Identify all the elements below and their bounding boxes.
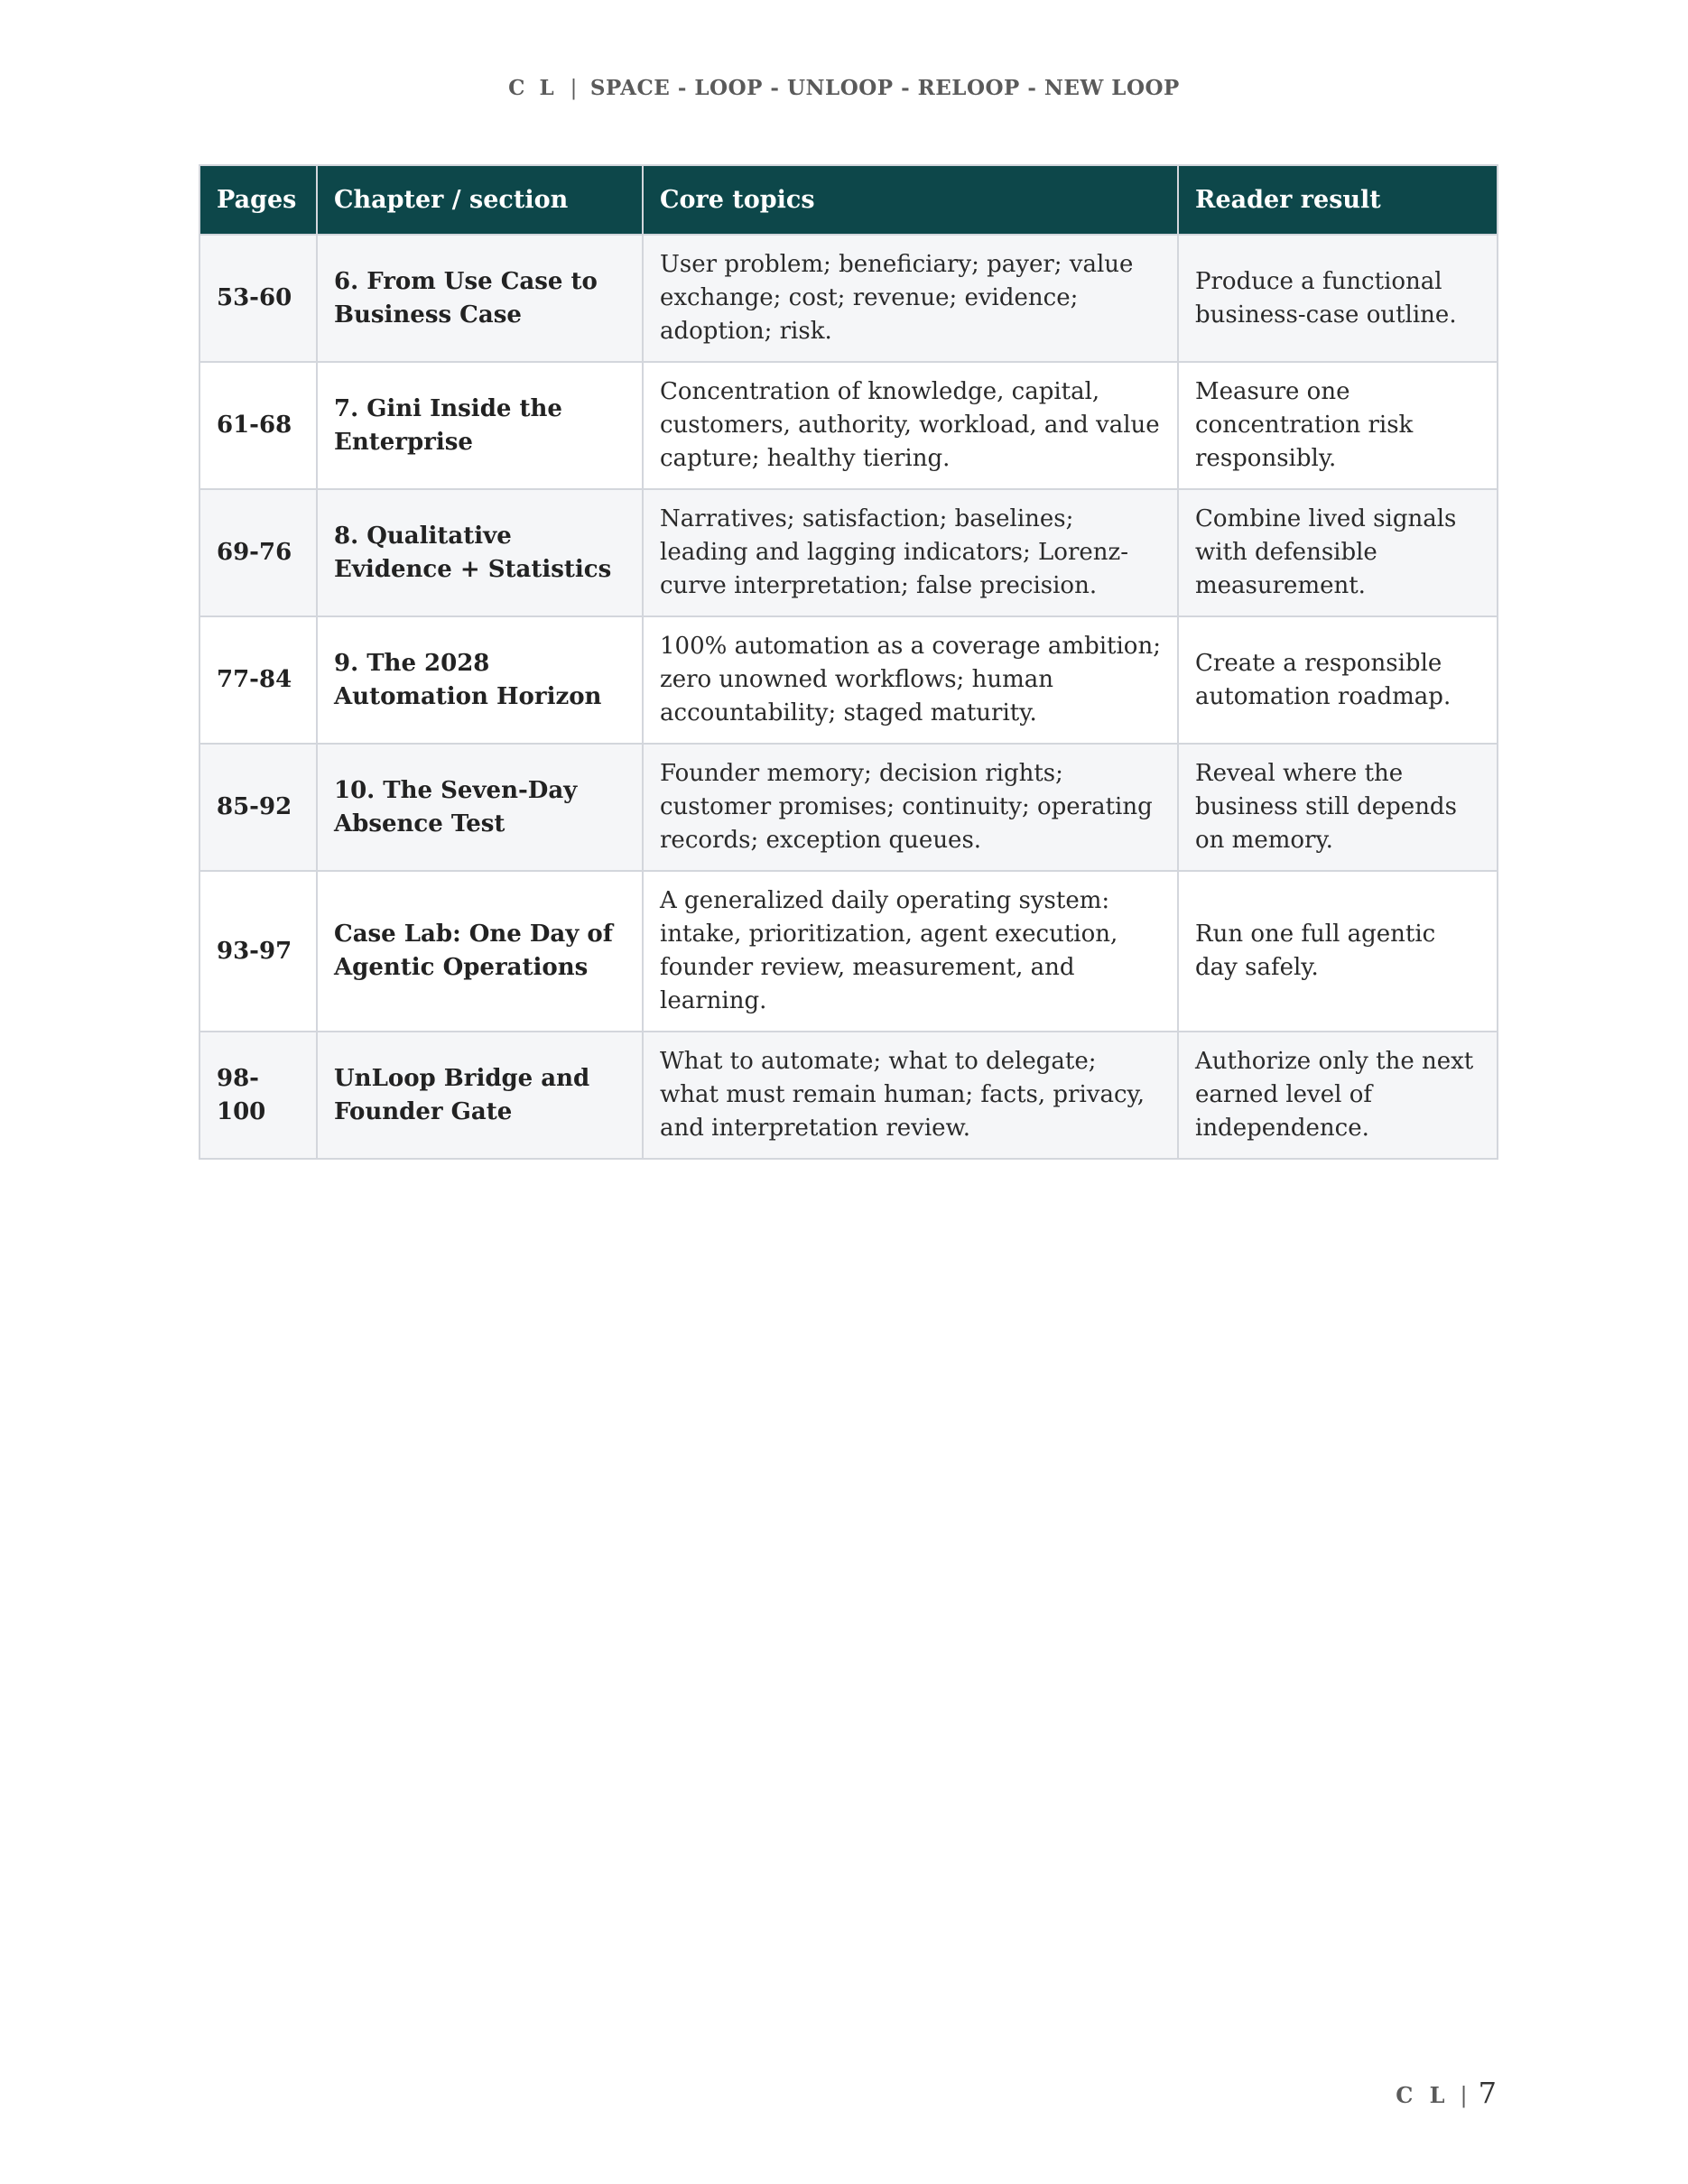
column-header-chapter: Chapter / section [317,165,643,235]
pages-cell: 77-84 [199,616,317,744]
header-initials: C L [508,76,558,100]
table-row [199,362,1498,489]
topics-cell: User problem; beneficiary; payer; value exchange; cost; revenue; evidence; adoption; risk. [643,235,1178,362]
result-cell: Produce a functional business-case outline. [1178,235,1498,362]
topics-cell: Concentration of knowledge, capital, customers, authority, workload, and value capture; healthy tiering. [643,362,1178,489]
pages-cell: 69-76 [199,489,317,616]
chapter-cell: 7. Gini Inside the Enterprise [317,362,643,489]
column-header-pages: Pages [199,165,317,235]
topics-cell: A generalized daily operating system: intake, prioritization, agent execution, founder review, measurement, and learning. [643,871,1178,1032]
result-cell: Run one full agentic day safely. [1178,871,1498,1032]
pages-cell: 53-60 [199,235,317,362]
table-row [199,235,1498,362]
result-cell: Create a responsible automation roadmap. [1178,616,1498,744]
table-row [199,744,1498,871]
chapter-table [199,164,1498,1160]
pages-cell: 93-97 [199,871,317,1032]
pages-cell: 98-100 [199,1032,317,1159]
result-cell: Combine lived signals with defensible measurement. [1178,489,1498,616]
header-separator: | [570,77,578,100]
header-title: SPACE - LOOP - UNLOOP - RELOOP - NEW LOOP [589,76,1180,100]
chapter-cell: UnLoop Bridge and Founder Gate [317,1032,643,1159]
chapter-cell: 6. From Use Case to Business Case [317,235,643,362]
result-cell: Reveal where the business still depends on memory. [1178,744,1498,871]
chapter-cell: 9. The 2028 Automation Horizon [317,616,643,744]
pages-cell: 85-92 [199,744,317,871]
column-header-result: Reader result [1178,165,1498,235]
topics-cell: 100% automation as a coverage ambition; zero unowned workflows; human accountability; staged maturity. [643,616,1178,744]
running-header [0,76,1688,100]
table-row [199,871,1498,1032]
topics-cell: Founder memory; decision rights; customer promises; continuity; operating records; exception queues. [643,744,1178,871]
chapter-cell: 8. Qualitative Evidence + Statistics [317,489,643,616]
table-row [199,1032,1498,1159]
result-cell: Authorize only the next earned level of independence. [1178,1032,1498,1159]
pages-cell: 61-68 [199,362,317,489]
footer-initials: C L [1396,2082,1450,2108]
column-header-topics: Core topics [643,165,1178,235]
chapter-cell: 10. The Seven-Day Absence Test [317,744,643,871]
page-number: 7 [1478,2076,1497,2110]
page-footer [1396,2076,1497,2110]
result-cell: Measure one concentration risk responsibly. [1178,362,1498,489]
topics-cell: Narratives; satisfaction; baselines; leading and lagging indicators; Lorenz-curve interpretation; false precision. [643,489,1178,616]
chapter-cell: Case Lab: One Day of Agentic Operations [317,871,643,1032]
table-row [199,616,1498,744]
table-header-row [199,165,1498,235]
table-row [199,489,1498,616]
footer-separator: | [1460,2083,1468,2108]
topics-cell: What to automate; what to delegate; what must remain human; facts, privacy, and interpretation review. [643,1032,1178,1159]
